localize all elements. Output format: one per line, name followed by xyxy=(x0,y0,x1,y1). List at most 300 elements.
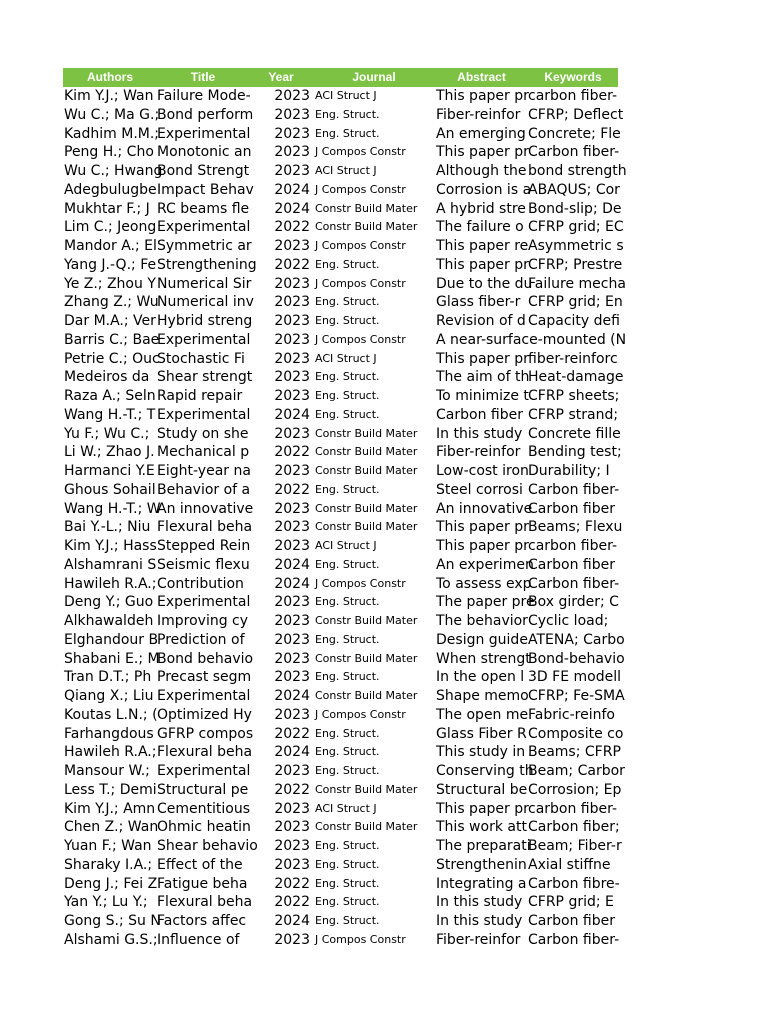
cell-authors[interactable]: Kim Y.J.; Wan xyxy=(64,88,154,104)
cell-keywords[interactable]: Composite co xyxy=(528,725,624,742)
cell-journal[interactable]: Eng. Struct. xyxy=(315,726,380,740)
cell-title[interactable]: Flexural beha xyxy=(157,894,253,911)
cell-year[interactable]: 2023 xyxy=(274,313,310,329)
cell-keywords[interactable]: Carbon fiber- xyxy=(528,481,620,498)
cell-abstract[interactable]: Glass fiber-r xyxy=(436,294,521,311)
cell-authors[interactable]: Li W.; Zhao J. xyxy=(64,444,155,461)
cell-keywords[interactable]: fiber-reinforc xyxy=(528,350,618,367)
cell-title[interactable]: Experimental xyxy=(157,406,251,423)
cell-keywords[interactable]: Box girder; C xyxy=(528,594,619,611)
header-journal[interactable]: Journal xyxy=(352,70,396,84)
cell-journal[interactable]: J Compos Constr xyxy=(315,182,406,196)
cell-year[interactable]: 2023 xyxy=(274,388,310,404)
cell-year[interactable]: 2023 xyxy=(274,613,310,629)
cell-keywords[interactable]: Fabric-reinfo xyxy=(528,706,615,723)
header-year[interactable]: Year xyxy=(268,70,294,84)
table-row xyxy=(63,762,625,781)
cell-title[interactable]: Rapid repair xyxy=(157,388,243,404)
cell-journal[interactable]: Eng. Struct. xyxy=(315,389,380,402)
cell-authors[interactable]: Medeiros da xyxy=(64,369,150,386)
cell-abstract[interactable]: Although the xyxy=(436,163,527,179)
cell-authors[interactable]: Mandor A.; El xyxy=(64,238,157,254)
cell-year[interactable]: 2022 xyxy=(274,481,310,498)
cell-authors[interactable]: Petrie C.; Ouc xyxy=(64,350,160,367)
cell-title[interactable]: Monotonic an xyxy=(157,144,252,161)
cell-authors[interactable]: Wang H.-T.; T xyxy=(64,406,156,423)
cell-journal[interactable]: Eng. Struct. xyxy=(315,745,380,759)
cell-year[interactable]: 2023 xyxy=(274,275,310,292)
cell-abstract[interactable]: Low-cost iron xyxy=(436,463,529,479)
cell-keywords[interactable]: Bond-slip; De xyxy=(528,200,622,217)
cell-keywords[interactable]: Corrosion; Ep xyxy=(528,781,622,798)
cell-year[interactable]: 2023 xyxy=(274,669,310,686)
cell-abstract[interactable]: Integrating a xyxy=(436,875,527,892)
cell-journal[interactable]: Eng. Struct. xyxy=(315,314,380,327)
cell-abstract[interactable]: This paper pr xyxy=(436,144,529,161)
header-row xyxy=(63,68,618,87)
table-row xyxy=(63,200,622,219)
cell-keywords[interactable]: Bond-behavio xyxy=(528,650,625,667)
cell-abstract[interactable]: This paper pr xyxy=(436,519,529,536)
cell-abstract[interactable]: An emerging xyxy=(436,125,526,142)
cell-authors[interactable]: Qiang X.; Liu xyxy=(64,688,154,704)
cell-journal[interactable]: Eng. Struct. xyxy=(315,126,380,140)
cell-authors[interactable]: Hawileh R.A.; xyxy=(64,575,157,592)
cell-abstract[interactable]: This study in xyxy=(436,744,526,761)
cell-year[interactable]: 2023 xyxy=(274,238,310,254)
cell-authors[interactable]: Sharaky I.A.; xyxy=(64,856,153,873)
cell-authors[interactable]: Wu C.; Ma G.; xyxy=(64,106,160,123)
cell-journal[interactable]: J Compos Constr xyxy=(315,932,406,946)
cell-authors[interactable]: Lim C.; Jeong xyxy=(64,219,157,236)
cell-year[interactable]: 2022 xyxy=(274,256,310,273)
cell-keywords[interactable]: Failure mecha xyxy=(528,275,626,292)
cell-title[interactable]: Bond behavio xyxy=(157,650,254,667)
cell-year[interactable]: 2022 xyxy=(274,444,310,461)
cell-keywords[interactable]: Carbon fiber- xyxy=(528,575,620,592)
cell-year[interactable]: 2023 xyxy=(274,144,310,161)
cell-authors[interactable]: Alshamrani S xyxy=(64,556,157,573)
cell-keywords[interactable]: Concrete fille xyxy=(528,425,621,442)
cell-year[interactable]: 2023 xyxy=(274,706,310,723)
cell-authors[interactable]: Gong S.; Su N xyxy=(64,913,161,929)
cell-year[interactable]: 2023 xyxy=(274,538,310,554)
header-keywords[interactable]: Keywords xyxy=(544,70,602,84)
cell-title[interactable]: Symmetric ar xyxy=(157,238,252,254)
cell-journal[interactable]: Constr Build Mater xyxy=(315,445,418,459)
cell-year[interactable]: 2023 xyxy=(274,838,310,854)
cell-title[interactable]: Behavior of a xyxy=(157,481,251,498)
cell-authors[interactable]: Less T.; Demi xyxy=(64,781,157,798)
cell-journal[interactable]: J Compos Constr xyxy=(315,707,406,721)
cell-year[interactable]: 2022 xyxy=(274,781,310,798)
header-title[interactable]: Title xyxy=(190,70,216,84)
cell-keywords[interactable]: CFRP grid; EC xyxy=(528,219,624,236)
cell-year[interactable]: 2024 xyxy=(274,913,310,929)
header-authors[interactable]: Authors xyxy=(87,70,133,84)
cell-abstract[interactable]: This paper pr xyxy=(436,538,529,554)
cell-keywords[interactable]: carbon fiber- xyxy=(528,88,618,104)
cell-journal[interactable]: ACI Struct J xyxy=(315,801,377,815)
cell-title[interactable]: Impact Behav xyxy=(157,181,254,198)
cell-authors[interactable]: Deng J.; Fei Z xyxy=(64,875,158,892)
cell-abstract[interactable]: This paper pr xyxy=(436,88,529,104)
cell-journal[interactable]: Eng. Struct. xyxy=(315,914,380,927)
cell-abstract[interactable]: The aim of th xyxy=(436,369,530,386)
cell-title[interactable]: Stepped Rein xyxy=(157,538,251,554)
cell-authors[interactable]: Koutas L.N.; ( xyxy=(64,706,158,723)
cell-year[interactable]: 2023 xyxy=(274,519,310,536)
cell-abstract[interactable]: In this study xyxy=(436,913,523,929)
cell-journal[interactable]: Constr Build Mater xyxy=(315,520,418,534)
cell-authors[interactable]: Raza A.; Seln xyxy=(64,388,156,404)
cell-year[interactable]: 2023 xyxy=(274,594,310,611)
cell-keywords[interactable]: Beam; Carbor xyxy=(528,763,625,779)
cell-title[interactable]: Contribution xyxy=(157,575,244,592)
cell-authors[interactable]: Yan Y.; Lu Y.; xyxy=(64,894,148,911)
cell-year[interactable]: 2024 xyxy=(274,744,310,761)
cell-title[interactable]: GFRP compos xyxy=(157,725,254,742)
cell-keywords[interactable]: Capacity defi xyxy=(528,313,620,329)
cell-title[interactable]: Bond Strengt xyxy=(157,163,250,179)
cell-authors[interactable]: Dar M.A.; Ver xyxy=(64,313,156,329)
cell-authors[interactable]: Shabani E.; M xyxy=(64,650,160,667)
cell-year[interactable]: 2023 xyxy=(274,350,310,367)
cell-keywords[interactable]: Beam; Fiber-r xyxy=(528,838,622,854)
cell-authors[interactable]: Barris C.; Bae xyxy=(64,331,160,348)
cell-year[interactable]: 2023 xyxy=(274,88,310,104)
cell-year[interactable]: 2024 xyxy=(274,556,310,573)
cell-title[interactable]: Prediction of xyxy=(157,631,245,648)
cell-keywords[interactable]: Carbon fiber xyxy=(528,500,615,517)
cell-journal[interactable]: Constr Build Mater xyxy=(315,689,418,702)
cell-year[interactable]: 2023 xyxy=(274,763,310,779)
cell-abstract[interactable]: Revision of d xyxy=(436,313,526,329)
cell-abstract[interactable]: To assess exp xyxy=(436,575,532,592)
table-row xyxy=(63,406,618,425)
cell-keywords[interactable]: CFRP sheets; xyxy=(528,388,620,404)
cell-abstract[interactable]: An experimen xyxy=(436,556,534,573)
cell-keywords[interactable]: Carbon fiber xyxy=(528,556,615,573)
cell-title[interactable]: Ohmic heatin xyxy=(157,819,251,836)
cell-abstract[interactable]: This paper pr xyxy=(436,256,529,273)
cell-authors[interactable]: Farhangdous xyxy=(64,725,154,742)
cell-journal[interactable]: Eng. Struct. xyxy=(315,632,380,646)
cell-journal[interactable]: Constr Build Mater xyxy=(315,426,418,440)
cell-title[interactable]: Experimental xyxy=(157,594,251,611)
cell-journal[interactable]: ACI Struct J xyxy=(315,89,377,102)
cell-journal[interactable]: J Compos Constr xyxy=(315,332,406,346)
cell-journal[interactable]: Constr Build Mater xyxy=(315,464,418,477)
cell-year[interactable]: 2024 xyxy=(274,406,310,423)
cell-year[interactable]: 2023 xyxy=(274,500,310,517)
cell-authors[interactable]: Kim Y.J.; Amn xyxy=(64,800,156,817)
cell-authors[interactable]: Tran D.T.; Ph xyxy=(64,669,152,686)
cell-year[interactable]: 2022 xyxy=(274,875,310,892)
cell-keywords[interactable]: Carbon fiber- xyxy=(528,144,620,161)
cell-abstract[interactable]: This paper pr xyxy=(436,350,529,367)
cell-authors[interactable]: Wu C.; Hwang xyxy=(64,163,163,179)
cell-authors[interactable]: Elghandour B xyxy=(64,631,159,648)
cell-keywords[interactable]: carbon fiber- xyxy=(528,800,618,817)
cell-abstract[interactable]: Fiber-reinfor xyxy=(436,106,521,123)
cell-title[interactable]: Experimental xyxy=(157,125,251,142)
cell-title[interactable]: Optimized Hy xyxy=(157,706,252,723)
cell-journal[interactable]: J Compos Constr xyxy=(315,145,406,159)
cell-title[interactable]: Study on she xyxy=(157,425,249,442)
cell-title[interactable]: Cementitious xyxy=(157,800,251,817)
cell-journal[interactable]: Eng. Struct. xyxy=(315,595,380,609)
cell-year[interactable]: 2023 xyxy=(274,425,310,442)
cell-authors[interactable]: Mansour W.; xyxy=(64,763,150,779)
cell-title[interactable]: Shear strengt xyxy=(157,369,253,386)
cell-year[interactable]: 2024 xyxy=(274,688,310,704)
table-row xyxy=(63,575,618,594)
cell-abstract[interactable]: Strengthenin xyxy=(436,856,527,873)
cell-title[interactable]: Shear behavio xyxy=(157,838,258,854)
cell-journal[interactable]: ACI Struct J xyxy=(315,539,377,552)
table-row xyxy=(63,462,618,481)
cell-abstract[interactable]: In the open l xyxy=(436,669,525,686)
cell-title[interactable]: Effect of the xyxy=(157,856,243,873)
cell-title[interactable]: Influence of xyxy=(157,931,240,948)
cell-authors[interactable]: Kadhim M.M.; xyxy=(64,125,160,142)
cell-abstract[interactable]: The behavior xyxy=(436,613,528,629)
cell-authors[interactable]: Chen Z.; Wan xyxy=(64,819,159,836)
cell-authors[interactable]: Kim Y.J.; Hass xyxy=(64,538,157,554)
cell-journal[interactable]: Constr Build Mater xyxy=(315,201,418,215)
cell-title[interactable]: Experimental xyxy=(157,219,251,236)
cell-authors[interactable]: Zhang Z.; Wu xyxy=(64,294,159,311)
cell-authors[interactable]: Ghous Sohail xyxy=(64,481,156,498)
cell-authors[interactable]: Bai Y.-L.; Niu xyxy=(64,519,151,536)
cell-title[interactable]: Bond perform xyxy=(157,106,254,123)
cell-journal[interactable]: Constr Build Mater xyxy=(315,220,418,234)
cell-journal[interactable]: Eng. Struct. xyxy=(315,895,380,909)
cell-authors[interactable]: Wang H.-T.; W xyxy=(64,500,161,517)
cell-title[interactable]: Hybrid streng xyxy=(157,313,253,329)
cell-keywords[interactable]: Bending test; xyxy=(528,444,622,461)
cell-keywords[interactable]: ATENA; Carbo xyxy=(528,631,625,648)
cell-journal[interactable]: Eng. Struct. xyxy=(315,407,380,421)
cell-keywords[interactable]: CFRP grid; E xyxy=(528,894,614,911)
cell-abstract[interactable]: This paper re xyxy=(436,238,529,254)
cell-keywords[interactable]: Carbon fibre- xyxy=(528,875,620,892)
cell-abstract[interactable]: The failure o xyxy=(436,219,524,236)
cell-title[interactable]: Stochastic Fi xyxy=(157,350,245,367)
table-row xyxy=(63,931,618,950)
cell-journal[interactable]: Eng. Struct. xyxy=(315,107,380,121)
cell-abstract[interactable]: An innovative xyxy=(436,500,533,517)
cell-year[interactable]: 2023 xyxy=(274,125,310,142)
cell-year[interactable]: 2023 xyxy=(274,856,310,873)
cell-title[interactable]: RC beams fle xyxy=(157,200,250,217)
cell-abstract[interactable]: This paper pr xyxy=(436,800,529,817)
cell-keywords[interactable]: Heat-damage xyxy=(528,369,624,386)
cell-abstract[interactable]: When strengt xyxy=(436,650,531,667)
cell-abstract[interactable]: Shape memo xyxy=(436,688,529,704)
cell-keywords[interactable]: Beams; CFRP xyxy=(528,744,621,761)
cell-authors[interactable]: Peng H.; Cho xyxy=(64,144,154,161)
cell-year[interactable]: 2022 xyxy=(274,219,310,236)
cell-title[interactable]: An innovative xyxy=(157,500,254,517)
cell-title[interactable]: Seismic flexu xyxy=(157,556,250,573)
cell-authors[interactable]: Harmanci Y.E xyxy=(64,463,155,479)
cell-year[interactable]: 2023 xyxy=(274,369,310,386)
cell-title[interactable]: Failure Mode- xyxy=(157,88,251,104)
cell-authors[interactable]: Alshami G.S.; xyxy=(64,931,158,948)
cell-journal[interactable]: Eng. Struct. xyxy=(315,257,380,271)
cell-year[interactable]: 2023 xyxy=(274,163,310,179)
table-row xyxy=(63,631,625,650)
cell-year[interactable]: 2023 xyxy=(274,106,310,123)
cell-abstract[interactable]: Corrosion is a xyxy=(436,181,532,198)
cell-keywords[interactable]: CFRP; Prestre xyxy=(528,256,623,273)
cell-keywords[interactable]: CFRP; Fe-SMA xyxy=(528,688,625,704)
cell-abstract[interactable]: To minimize t xyxy=(436,388,529,404)
cell-title[interactable]: Strengthening xyxy=(157,256,257,273)
table-row xyxy=(63,331,627,350)
cell-abstract[interactable]: Due to the du xyxy=(436,275,533,292)
table-row xyxy=(63,593,618,612)
cell-title[interactable]: Numerical inv xyxy=(157,294,254,311)
cell-abstract[interactable]: In this study xyxy=(436,894,523,911)
cell-title[interactable]: Precast segm xyxy=(157,669,252,686)
cell-keywords[interactable]: Carbon fiber; xyxy=(528,819,620,836)
cell-keywords[interactable]: Asymmetric s xyxy=(528,238,624,254)
cell-journal[interactable]: J Compos Constr xyxy=(315,276,406,290)
cell-abstract[interactable]: Design guide xyxy=(436,631,528,648)
table-row xyxy=(63,818,618,837)
cell-year[interactable]: 2023 xyxy=(274,463,310,479)
table-row xyxy=(63,481,618,500)
cell-year[interactable]: 2024 xyxy=(274,181,310,198)
cell-authors[interactable]: Yu F.; Wu C.; xyxy=(64,425,150,442)
cell-journal[interactable]: Constr Build Mater xyxy=(315,820,418,834)
cell-abstract[interactable]: This work att xyxy=(436,819,527,836)
cell-authors[interactable]: Deng Y.; Guo xyxy=(64,594,154,611)
cell-abstract[interactable]: Fiber-reinfor xyxy=(436,444,521,461)
cell-title[interactable]: Improving cy xyxy=(157,613,249,629)
table-row xyxy=(63,500,618,519)
table-row xyxy=(63,218,624,237)
cell-journal[interactable]: Eng. Struct. xyxy=(315,670,380,684)
cell-year[interactable]: 2024 xyxy=(274,575,310,592)
cell-keywords[interactable]: Cyclic load; xyxy=(528,613,609,629)
table-row xyxy=(63,781,622,800)
cell-year[interactable]: 2023 xyxy=(274,931,310,948)
cell-keywords[interactable]: Axial stiffne xyxy=(528,856,611,873)
cell-authors[interactable]: Yang J.-Q.; Fe xyxy=(64,256,157,273)
cell-keywords[interactable]: ABAQUS; Cor xyxy=(528,181,620,198)
cell-journal[interactable]: Eng. Struct. xyxy=(315,764,380,777)
header-abstract[interactable]: Abstract xyxy=(457,70,506,84)
cell-abstract[interactable]: Conserving th xyxy=(436,763,534,779)
cell-keywords[interactable]: Beams; Flexu xyxy=(528,519,623,536)
cell-authors[interactable]: Mukhtar F.; J xyxy=(64,200,150,217)
cell-year[interactable]: 2022 xyxy=(274,894,310,911)
cell-journal[interactable]: Constr Build Mater xyxy=(315,782,418,796)
cell-title[interactable]: Eight-year na xyxy=(157,463,251,479)
cell-journal[interactable]: J Compos Constr xyxy=(315,239,406,252)
cell-authors[interactable]: Hawileh R.A.; xyxy=(64,744,157,761)
cell-keywords[interactable]: Durability; I xyxy=(528,463,610,479)
cell-abstract[interactable]: A near-surface-mounted (N xyxy=(436,331,627,348)
cell-title[interactable]: Fatigue beha xyxy=(157,875,248,892)
cell-title[interactable]: Flexural beha xyxy=(157,744,253,761)
cell-year[interactable]: 2023 xyxy=(274,294,310,311)
cell-journal[interactable]: Eng. Struct. xyxy=(315,295,380,309)
cell-journal[interactable]: Eng. Struct. xyxy=(315,370,380,384)
cell-abstract[interactable]: Structural be xyxy=(436,781,528,798)
cell-journal[interactable]: J Compos Constr xyxy=(315,576,406,590)
cell-journal[interactable]: Constr Build Mater xyxy=(315,651,418,665)
cell-title[interactable]: Experimental xyxy=(157,688,251,704)
cell-year[interactable]: 2024 xyxy=(274,200,310,217)
cell-title[interactable]: Structural pe xyxy=(157,781,249,798)
cell-abstract[interactable]: A hybrid stre xyxy=(436,200,526,217)
cell-title[interactable]: Experimental xyxy=(157,331,251,348)
cell-keywords[interactable]: CFRP grid; En xyxy=(528,294,623,311)
cell-title[interactable]: Experimental xyxy=(157,763,251,779)
cell-keywords[interactable]: CFRP strand; xyxy=(528,406,619,423)
cell-year[interactable]: 2023 xyxy=(274,800,310,817)
cell-authors[interactable]: Alkhawaldeh xyxy=(64,613,154,629)
cell-abstract[interactable]: Steel corrosi xyxy=(436,481,523,498)
cell-abstract[interactable]: Carbon fiber xyxy=(436,406,523,423)
cell-abstract[interactable]: The open me xyxy=(436,706,529,723)
cell-title[interactable]: Numerical Sir xyxy=(157,275,252,292)
cell-keywords[interactable]: Carbon fiber- xyxy=(528,931,620,948)
cell-keywords[interactable] xyxy=(528,331,618,350)
cell-year[interactable]: 2023 xyxy=(274,819,310,836)
cell-abstract[interactable]: Glass Fiber R xyxy=(436,725,527,742)
cell-authors[interactable]: Ye Z.; Zhou Y xyxy=(64,275,156,292)
cell-year[interactable]: 2023 xyxy=(274,331,310,348)
cell-journal[interactable]: Eng. Struct. xyxy=(315,839,380,852)
table-row xyxy=(63,443,622,462)
cell-abstract[interactable]: Fiber-reinfor xyxy=(436,931,521,948)
cell-title[interactable]: Mechanical p xyxy=(157,444,250,461)
cell-year[interactable]: 2023 xyxy=(274,650,310,667)
cell-journal[interactable]: Eng. Struct. xyxy=(315,482,380,496)
cell-journal[interactable]: Eng. Struct. xyxy=(315,876,380,890)
cell-title[interactable]: Factors affec xyxy=(157,913,247,929)
cell-keywords[interactable]: Carbon fiber xyxy=(528,913,615,929)
cell-authors[interactable]: Adegbulugbe xyxy=(64,181,157,198)
table-row xyxy=(63,518,623,537)
cell-authors[interactable]: Yuan F.; Wan xyxy=(64,838,152,854)
cell-journal[interactable]: Constr Build Mater xyxy=(315,501,418,515)
table-row xyxy=(63,875,618,894)
cell-keywords[interactable]: bond strength xyxy=(528,163,627,179)
cell-journal[interactable]: ACI Struct J xyxy=(315,351,377,365)
cell-year[interactable]: 2022 xyxy=(274,725,310,742)
cell-journal[interactable]: Eng. Struct. xyxy=(315,557,380,571)
cell-abstract[interactable]: The paper pre xyxy=(436,594,535,611)
cell-keywords[interactable]: 3D FE modell xyxy=(528,669,621,686)
cell-keywords[interactable]: CFRP; Deflect xyxy=(528,106,624,123)
cell-abstract[interactable]: In this study xyxy=(436,425,523,442)
cell-keywords[interactable]: carbon fiber- xyxy=(528,538,618,554)
cell-year[interactable]: 2023 xyxy=(274,631,310,648)
cell-journal[interactable]: ACI Struct J xyxy=(315,164,377,177)
cell-title[interactable]: Flexural beha xyxy=(157,519,253,536)
cell-keywords[interactable]: Concrete; Fle xyxy=(528,125,621,142)
cell-journal[interactable]: Eng. Struct. xyxy=(315,857,380,871)
cell-journal[interactable]: Constr Build Mater xyxy=(315,614,418,627)
cell-abstract[interactable]: The preparati xyxy=(436,838,531,854)
